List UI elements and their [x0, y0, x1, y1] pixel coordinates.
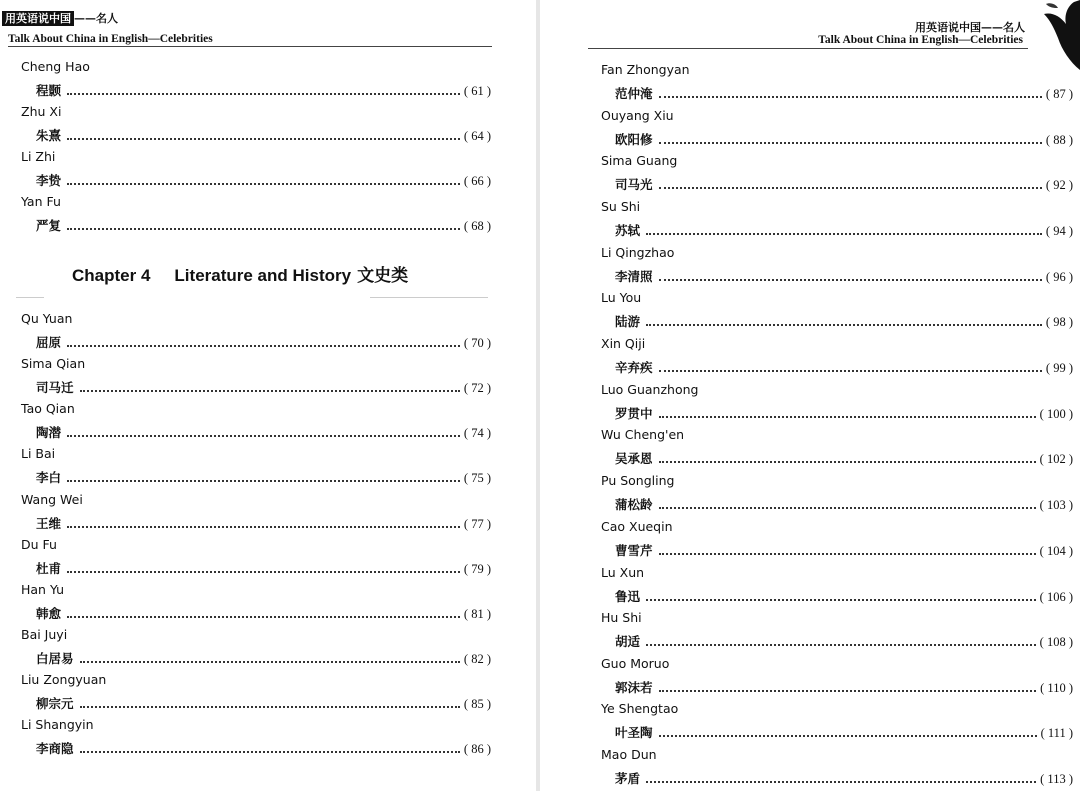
- toc-entry-row[interactable]: [36, 649, 491, 667]
- toc-entry-name-en: Su Shi: [601, 199, 641, 214]
- toc-entry-row[interactable]: [615, 495, 1073, 513]
- toc-page-number: ( 106 ): [1039, 590, 1073, 604]
- toc-entry-name-en: Sima Guang: [601, 153, 678, 168]
- toc-page-number: ( 82 ): [463, 652, 491, 666]
- scan-speck: [370, 297, 488, 298]
- toc-entry-name-cn: 罗贯中: [615, 406, 653, 421]
- toc-entry-name-en: Zhu Xi: [21, 104, 62, 119]
- toc-entry-row[interactable]: [615, 769, 1073, 787]
- dot-leader: [659, 142, 1042, 144]
- toc-entry-row[interactable]: [615, 678, 1073, 696]
- toc-entry-name-en: Qu Yuan: [21, 311, 73, 326]
- toc-entry-row[interactable]: [615, 130, 1073, 148]
- toc-page-number: ( 99 ): [1045, 361, 1073, 375]
- dot-leader: [646, 781, 1036, 783]
- toc-entry-name-en: Guo Moruo: [601, 656, 670, 671]
- toc-entry-row[interactable]: [36, 126, 491, 144]
- toc-entry-row[interactable]: [36, 423, 491, 441]
- toc-entry-name-en: Sima Qian: [21, 356, 86, 371]
- toc-page-number: ( 68 ): [463, 219, 491, 233]
- toc-entry-name-en: Hu Shi: [601, 610, 642, 625]
- dot-leader: [659, 461, 1036, 463]
- toc-entry-name-cn: 鲁迅: [615, 589, 641, 604]
- toc-entry-name-en: Luo Guanzhong: [601, 382, 699, 397]
- toc-entry-name-cn: 蒲松龄: [615, 497, 653, 512]
- toc-page-number: ( 70 ): [463, 336, 491, 350]
- toc-entry-name-en: Wu Cheng'en: [601, 427, 685, 442]
- dot-leader: [67, 435, 460, 437]
- dot-leader: [67, 183, 460, 185]
- dot-leader: [67, 93, 460, 95]
- dot-leader: [80, 661, 460, 663]
- dot-leader: [659, 279, 1042, 281]
- toc-entry-row[interactable]: [36, 514, 491, 532]
- dot-leader: [80, 390, 460, 392]
- toc-entry-name-en: Yan Fu: [21, 194, 61, 209]
- toc-entry-row[interactable]: [36, 468, 491, 486]
- right-header-rule: [588, 48, 1028, 49]
- toc-entry-name-en: Xin Qiji: [601, 336, 646, 351]
- toc-page-number: ( 111 ): [1040, 726, 1073, 740]
- toc-entry-row[interactable]: [36, 378, 491, 396]
- ink-brush-decoration: [1040, 0, 1080, 70]
- toc-page-number: ( 113 ): [1040, 772, 1073, 786]
- chapter-heading: [72, 261, 408, 286]
- toc-entry-name-cn: 屈原: [36, 335, 62, 350]
- toc-entry-name-cn: 辛弃疾: [615, 360, 653, 375]
- toc-entry-name-cn: 杜甫: [36, 561, 62, 576]
- toc-entry-name-cn: 严复: [36, 218, 62, 233]
- toc-page-number: ( 66 ): [463, 174, 491, 188]
- dot-leader: [646, 644, 1036, 646]
- dot-leader: [67, 480, 460, 482]
- toc-page-number: ( 108 ): [1039, 635, 1073, 649]
- toc-entry-row[interactable]: [615, 84, 1073, 102]
- toc-page-number: ( 79 ): [463, 562, 491, 576]
- toc-entry-name-cn: 程颢: [36, 83, 62, 98]
- left-running-header-cn: [2, 10, 118, 26]
- left-page: [0, 0, 536, 791]
- toc-entry-row[interactable]: [36, 559, 491, 577]
- scan-speck: [16, 297, 44, 298]
- toc-page-number: ( 61 ): [463, 84, 491, 98]
- dot-leader: [659, 187, 1042, 189]
- toc-entry-name-en: Li Zhi: [21, 149, 56, 164]
- dot-leader: [659, 553, 1036, 555]
- toc-entry-name-en: Wang Wei: [21, 492, 83, 507]
- toc-entry-name-en: Tao Qian: [21, 401, 75, 416]
- dot-leader: [67, 571, 460, 573]
- toc-entry-row[interactable]: [615, 541, 1073, 559]
- toc-page-number: ( 86 ): [463, 742, 491, 756]
- toc-entry-name-cn: 司马迁: [36, 380, 74, 395]
- toc-page-number: ( 104 ): [1039, 544, 1073, 558]
- toc-page-number: ( 81 ): [463, 607, 491, 621]
- dot-leader: [67, 138, 460, 140]
- right-running-header-cn: 用英语说中国——名人: [915, 21, 1025, 34]
- dot-leader: [67, 228, 460, 230]
- toc-entry-name-en: Pu Songling: [601, 473, 675, 488]
- toc-entry-name-cn: 曹雪芹: [615, 543, 653, 558]
- toc-entry-row[interactable]: [615, 723, 1073, 741]
- toc-entry-name-cn: 李清照: [615, 269, 653, 284]
- dot-leader: [646, 599, 1036, 601]
- toc-page-number: ( 92 ): [1045, 178, 1073, 192]
- right-page: [540, 0, 1080, 791]
- toc-entry-row[interactable]: [615, 632, 1073, 650]
- toc-entry-name-cn: 欧阳修: [615, 132, 653, 147]
- toc-entry-row[interactable]: [36, 694, 491, 712]
- toc-entry-name-cn: 陆游: [615, 314, 641, 329]
- toc-entry-name-en: Li Bai: [21, 446, 56, 461]
- toc-page-number: ( 75 ): [463, 471, 491, 485]
- toc-entry-name-cn: 郭沫若: [615, 680, 653, 695]
- toc-entry-row[interactable]: [36, 81, 491, 99]
- toc-entry-row[interactable]: [615, 312, 1073, 330]
- toc-page-number: ( 72 ): [463, 381, 491, 395]
- dot-leader: [659, 96, 1042, 98]
- toc-entry-name-en: Bai Juyi: [21, 627, 68, 642]
- toc-entry-row[interactable]: [36, 333, 491, 351]
- dot-leader: [659, 690, 1037, 692]
- dot-leader: [659, 735, 1037, 737]
- toc-entry-row[interactable]: [615, 358, 1073, 376]
- dot-leader: [67, 616, 460, 618]
- toc-entry-row[interactable]: [615, 449, 1073, 467]
- dot-leader: [659, 507, 1036, 509]
- toc-page-number: ( 88 ): [1045, 133, 1073, 147]
- toc-page-number: ( 85 ): [463, 697, 491, 711]
- toc-entry-name-en: Mao Dun: [601, 747, 657, 762]
- toc-entry-name-cn: 胡适: [615, 634, 641, 649]
- toc-entry-name-cn: 李白: [36, 470, 62, 485]
- toc-entry-name-en: Han Yu: [21, 582, 65, 597]
- toc-entry-row[interactable]: [36, 739, 491, 757]
- dot-leader: [67, 345, 460, 347]
- chapter-title: Literature and History: [174, 266, 352, 285]
- toc-entry-name-cn: 柳宗元: [36, 696, 74, 711]
- toc-entry-name-en: Li Qingzhao: [601, 245, 675, 260]
- toc-entry-name-cn: 司马光: [615, 177, 653, 192]
- toc-entry-row[interactable]: [36, 216, 491, 234]
- toc-entry-name-en: Li Shangyin: [21, 717, 94, 732]
- toc-entry-name-en: Liu Zongyuan: [21, 672, 107, 687]
- header-volume-title: ——名人: [74, 12, 118, 25]
- toc-page-number: ( 74 ): [463, 426, 491, 440]
- toc-entry-name-cn: 韩愈: [36, 606, 62, 621]
- toc-page-number: ( 110 ): [1040, 681, 1073, 695]
- toc-entry-row[interactable]: [615, 221, 1073, 239]
- chapter-number: Chapter 4: [72, 266, 151, 285]
- toc-entry-name-cn: 李商隐: [36, 741, 74, 756]
- toc-page-number: ( 102 ): [1039, 452, 1073, 466]
- dot-leader: [646, 324, 1042, 326]
- toc-page-number: ( 94 ): [1045, 224, 1073, 238]
- toc-page-number: ( 64 ): [463, 129, 491, 143]
- right-running-header-en: Talk About China in English—Celebrities: [818, 34, 1023, 46]
- toc-page-number: ( 77 ): [463, 517, 491, 531]
- toc-page-number: ( 87 ): [1045, 87, 1073, 101]
- toc-entry-name-cn: 苏轼: [615, 223, 641, 238]
- toc-entry-row[interactable]: [36, 171, 491, 189]
- toc-entry-name-en: Lu Xun: [601, 565, 645, 580]
- toc-page-number: ( 96 ): [1045, 270, 1073, 284]
- toc-entry-name-cn: 朱熹: [36, 128, 62, 143]
- toc-entry-name-en: Cheng Hao: [21, 59, 90, 74]
- dot-leader: [67, 526, 460, 528]
- toc-entry-name-cn: 白居易: [36, 651, 74, 666]
- toc-entry-name-en: Lu You: [601, 290, 642, 305]
- toc-entry-name-en: Cao Xueqin: [601, 519, 673, 534]
- dot-leader: [80, 706, 460, 708]
- header-series-title: 用英语说中国: [2, 11, 74, 26]
- toc-entry-name-cn: 吴承恩: [615, 451, 653, 466]
- toc-page-number: ( 98 ): [1045, 315, 1073, 329]
- chapter-title-cn: 文史类: [357, 266, 409, 286]
- toc-entry-name-cn: 李贽: [36, 173, 62, 188]
- toc-entry-row[interactable]: [615, 404, 1073, 422]
- toc-page-number: ( 100 ): [1039, 407, 1073, 421]
- toc-entry-name-en: Du Fu: [21, 537, 57, 552]
- toc-entry-name-en: Ouyang Xiu: [601, 108, 674, 123]
- toc-entry-name-cn: 叶圣陶: [615, 725, 653, 740]
- toc-entry-name-cn: 茅盾: [615, 771, 641, 786]
- toc-entry-name-cn: 王维: [36, 516, 62, 531]
- dot-leader: [659, 370, 1042, 372]
- toc-page-number: ( 103 ): [1039, 498, 1073, 512]
- dot-leader: [659, 416, 1036, 418]
- toc-entry-row[interactable]: [615, 267, 1073, 285]
- dot-leader: [646, 233, 1042, 235]
- toc-entry-name-cn: 陶潜: [36, 425, 62, 440]
- toc-entry-name-en: Fan Zhongyan: [601, 62, 690, 77]
- toc-entry-row[interactable]: [615, 175, 1073, 193]
- toc-entry-name-en: Ye Shengtao: [601, 701, 679, 716]
- left-running-header-en: Talk About China in English—Celebrities: [8, 33, 213, 45]
- toc-entry-row[interactable]: [36, 604, 491, 622]
- toc-entry-row[interactable]: [615, 587, 1073, 605]
- toc-entry-name-cn: 范仲淹: [615, 86, 653, 101]
- dot-leader: [80, 751, 460, 753]
- left-header-rule: [8, 46, 492, 47]
